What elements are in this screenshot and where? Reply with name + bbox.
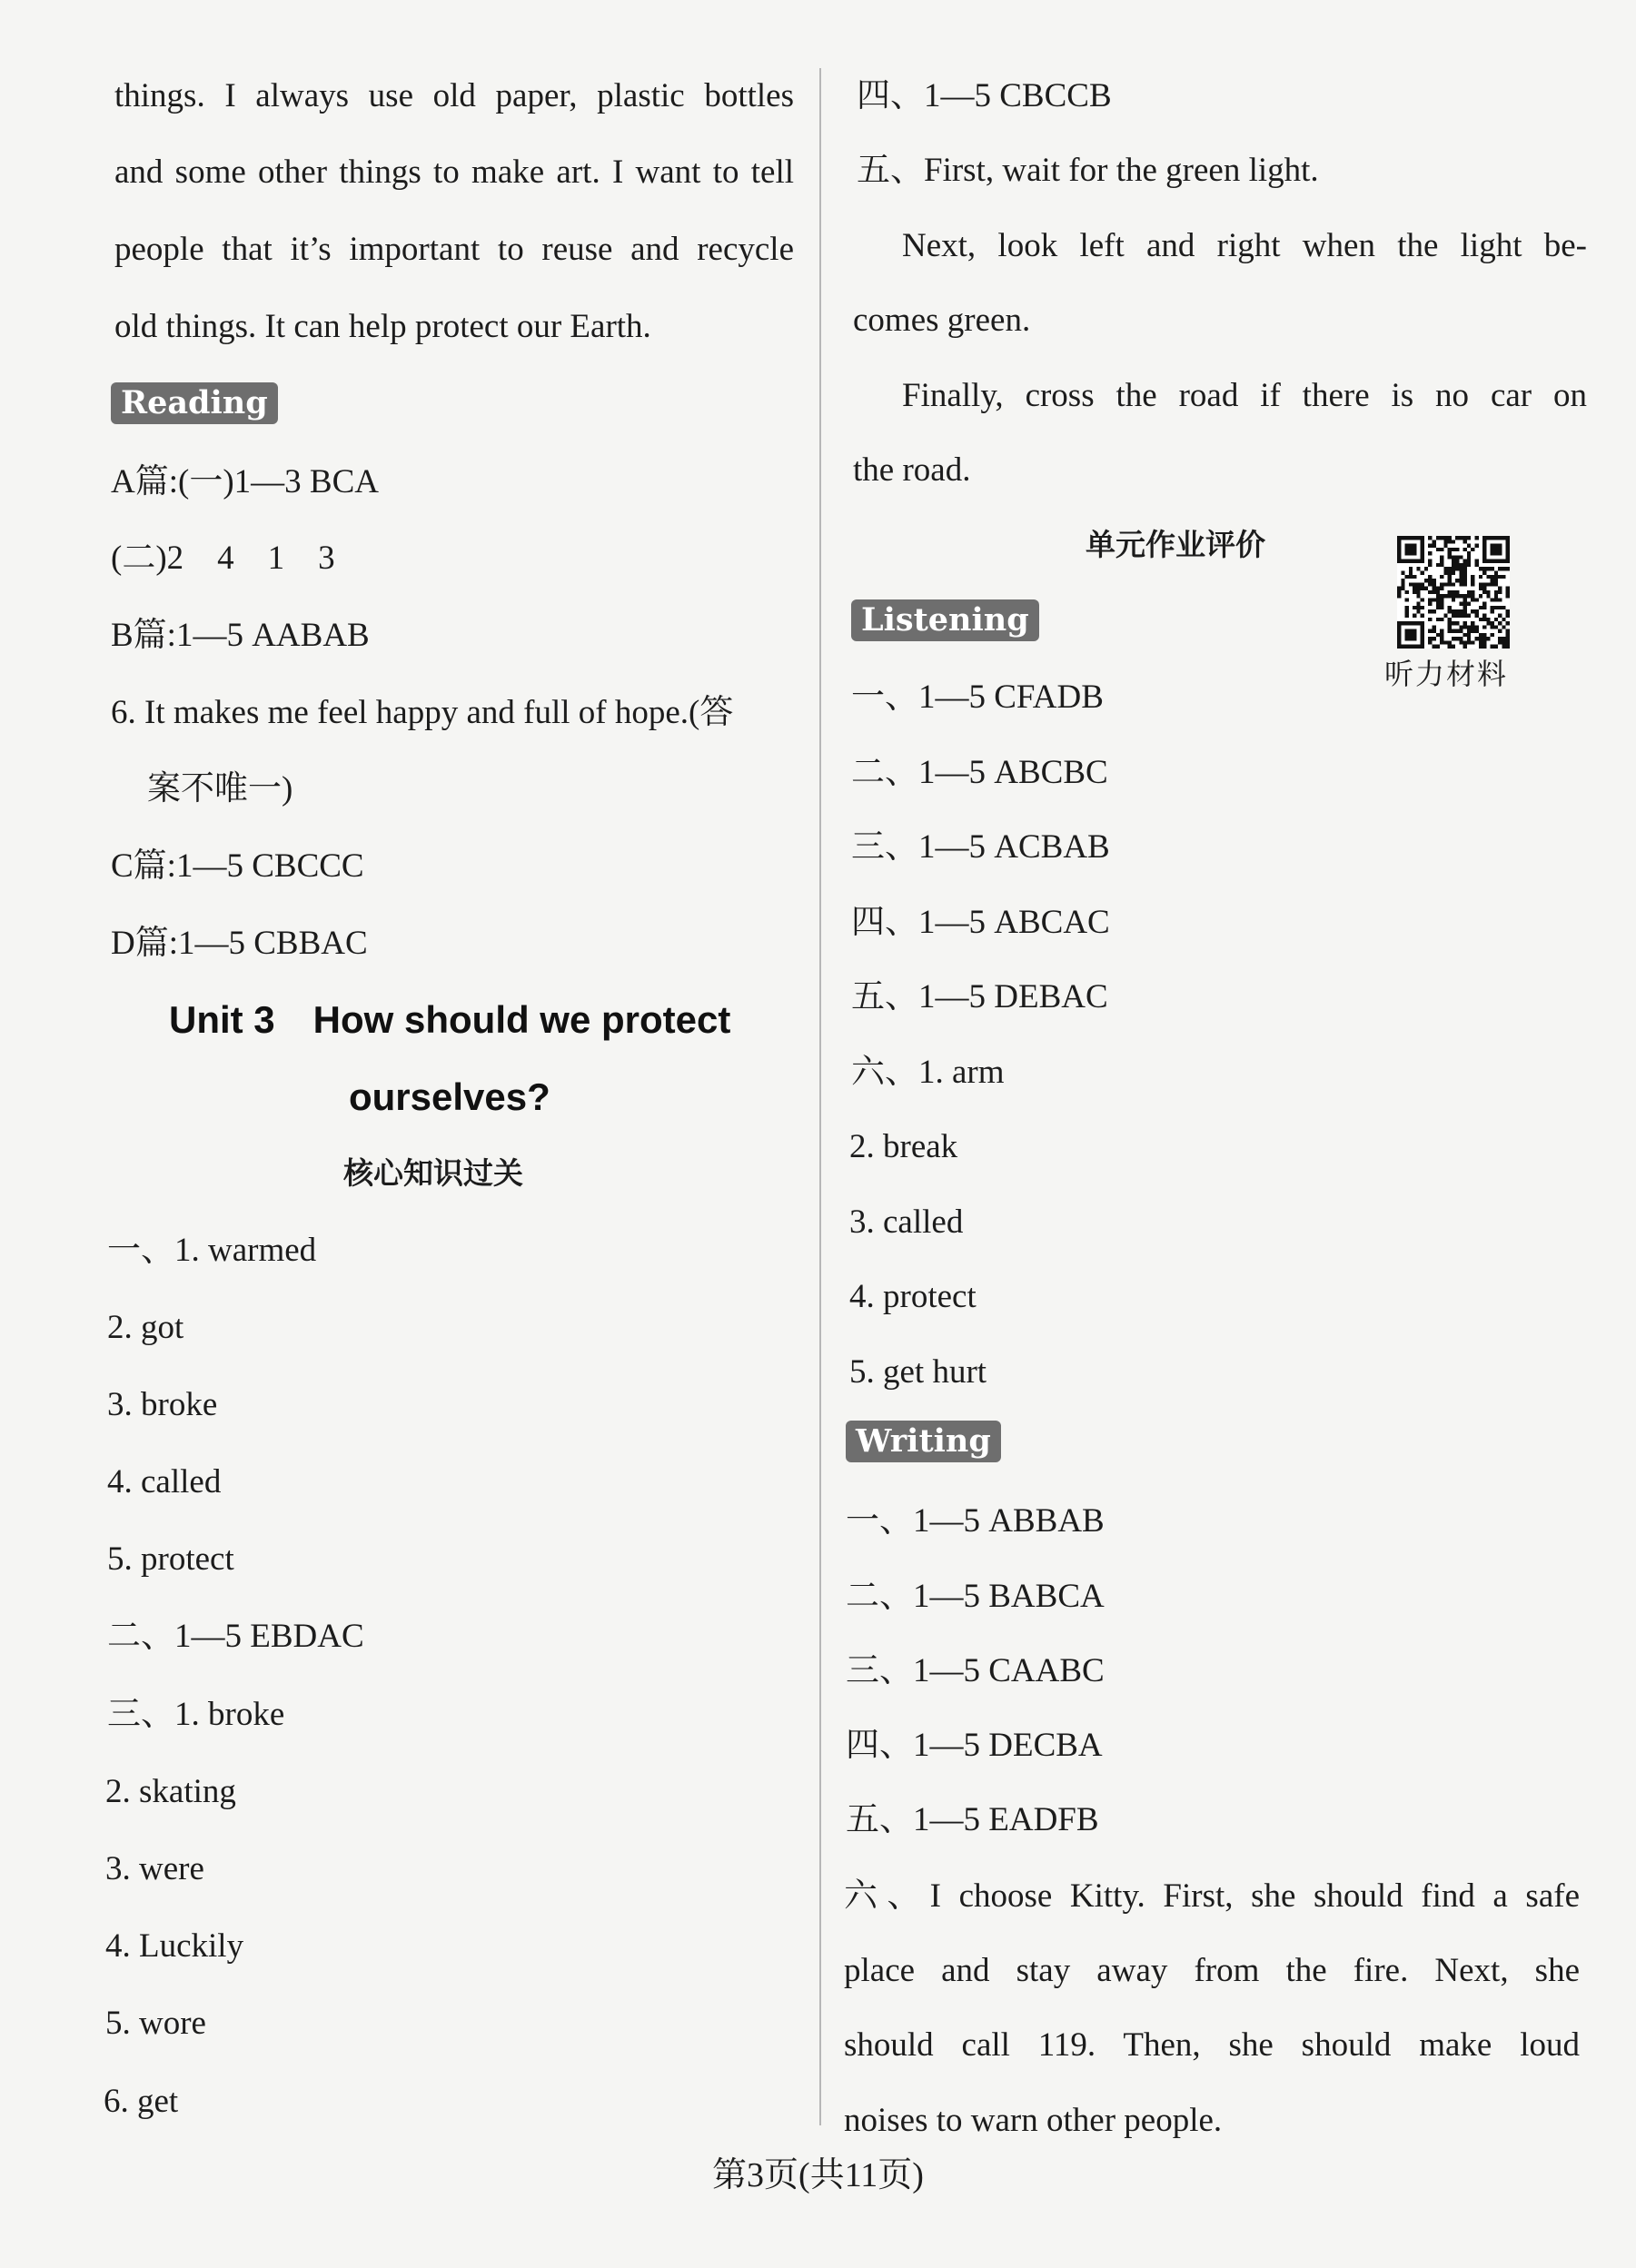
paragraph-line: 六、I choose Kitty. First, she should find a safe <box>844 1877 1580 1915</box>
qr-code-icon[interactable] <box>1397 536 1510 649</box>
answer-line: (二)2 4 1 3 <box>111 540 335 577</box>
answer-line: 四、1—5 CBCCB <box>857 77 1112 114</box>
answer-line: 4. protect <box>849 1278 977 1315</box>
answer-line: 二、1—5 BABCA <box>846 1578 1105 1615</box>
answer-line: A篇:(一)1—3 BCA <box>111 463 379 500</box>
paragraph-line: comes green. <box>853 302 1031 339</box>
answer-line: C篇:1—5 CBCCC <box>111 847 364 885</box>
answer-line: 6. get <box>104 2083 179 2120</box>
section-heading: 核心知识过关 <box>343 1155 523 1191</box>
answer-line: 一、1—5 CFADB <box>851 678 1104 716</box>
answer-line: 2. skating <box>105 1773 236 1810</box>
paragraph-line: and some other things to make art. I want to tell <box>114 154 794 191</box>
answer-line: 五、1—5 EADFB <box>846 1801 1099 1838</box>
answer-line: 三、1—5 ACBAB <box>851 828 1110 866</box>
answer-line: 六、1. arm <box>851 1054 1005 1091</box>
unit-title-continued: ourselves? <box>349 1075 550 1118</box>
answer-line: 三、1. broke <box>107 1696 285 1733</box>
answer-line: 五、First, wait for the green light. <box>857 152 1319 189</box>
paragraph-line: things. I always use old paper, plastic bottles <box>114 77 794 114</box>
reading-label: Reading <box>111 382 278 424</box>
unit-title: Unit 3 How should we protect <box>169 998 731 1041</box>
answer-line: 2. break <box>849 1128 958 1165</box>
answer-line: D篇:1—5 CBBAC <box>111 925 368 962</box>
paragraph-line: should call 119. Then, she should make loud <box>844 2026 1580 2064</box>
answer-line: 3. were <box>105 1850 204 1887</box>
page-footer: 第3页(共11页) <box>712 2156 924 2194</box>
paragraph-line: Finally, cross the road if there is no car on <box>902 377 1587 414</box>
answer-line: 四、1—5 ABCAC <box>851 904 1110 941</box>
paragraph-line: noises to warn other people. <box>844 2102 1223 2139</box>
answer-line: B篇:1—5 AABAB <box>111 617 370 654</box>
answer-line: 6. It makes me feel happy and full of hope.(答 <box>111 694 734 731</box>
column-divider <box>819 68 821 2125</box>
qr-label: 听力材料 <box>1384 657 1509 691</box>
answer-line: 二、1—5 EBDAC <box>107 1618 364 1655</box>
answer-line: 3. broke <box>107 1386 218 1423</box>
answer-line: 4. called <box>107 1463 222 1500</box>
listening-label: Listening <box>851 599 1039 641</box>
answer-line: 4. Luckily <box>105 1927 244 1965</box>
answer-line: 5. wore <box>105 2005 206 2042</box>
writing-label: Writing <box>846 1421 1001 1462</box>
evaluation-heading: 单元作业评价 <box>1086 527 1265 562</box>
paragraph-line: Next, look left and right when the light be- <box>902 227 1587 264</box>
answer-line: 5. get hurt <box>849 1353 987 1391</box>
answer-line: 三、1—5 CAABC <box>846 1652 1105 1689</box>
answer-line: 二、1—5 ABCBC <box>851 754 1108 791</box>
answer-line: 案不唯一) <box>147 770 293 807</box>
answer-line: 一、1. warmed <box>107 1232 317 1269</box>
answer-line: 2. got <box>107 1309 184 1346</box>
answer-line: 3. called <box>849 1203 964 1241</box>
paragraph-line: the road. <box>853 451 971 489</box>
answer-line: 5. protect <box>107 1540 234 1578</box>
answer-line: 四、1—5 DECBA <box>846 1727 1103 1764</box>
answer-line: 一、1—5 ABBAB <box>846 1502 1105 1540</box>
paragraph-line: people that it’s important to reuse and recycle <box>114 231 794 268</box>
answer-line: 五、1—5 DEBAC <box>851 978 1108 1015</box>
paragraph-line: place and stay away from the fire. Next, she <box>844 1952 1580 1989</box>
paragraph-line: old things. It can help protect our Earth. <box>114 308 651 345</box>
